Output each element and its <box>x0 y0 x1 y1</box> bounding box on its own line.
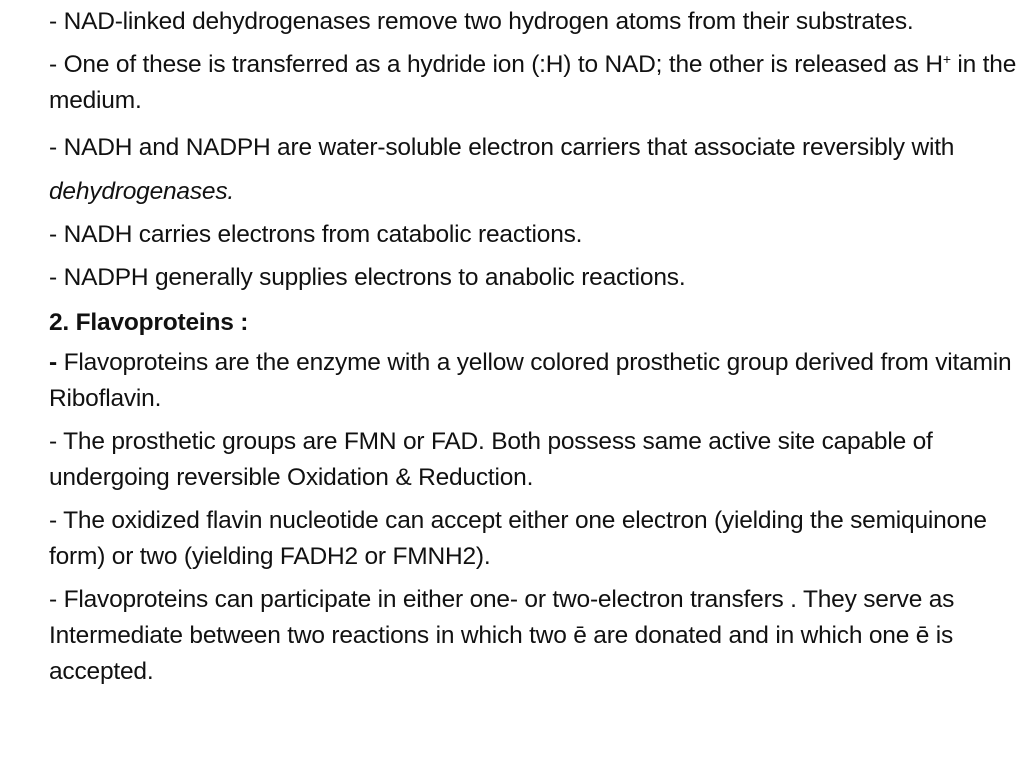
bullet-text-end: in the medium. <box>49 51 1017 114</box>
dash-marker: - <box>49 8 64 35</box>
dash-marker: - <box>49 51 64 78</box>
bullet-nad-linked <box>49 4 1017 40</box>
bullet-text: Flavoproteins are the enzyme with a yellow colored prosthetic group derived from vitamin Riboflavin. <box>49 349 1012 412</box>
bullet-text: The prosthetic groups are FMN or FAD. Both possess same active site capable of undergoing reversible Oxidation & Reduction. <box>49 428 933 491</box>
superscript-plus: + <box>942 51 951 67</box>
bullet-electron-transfers <box>49 582 1017 690</box>
bullet-electron-carriers <box>49 126 1017 214</box>
bullet-flavo-definition <box>49 345 1017 417</box>
dash-marker: - <box>49 221 64 248</box>
section-heading-flavoproteins: 2. Flavoproteins : <box>49 309 249 336</box>
bullet-text: NADH and NADPH are water-soluble electron carriers that associate reversibly with <box>63 134 955 161</box>
bullet-text: NAD-linked dehydrogenases remove two hydrogen atoms from their substrates. <box>63 8 914 35</box>
bullet-nadh-catabolic <box>49 217 1017 253</box>
bullet-prosthetic-groups <box>49 424 1017 496</box>
bullet-text: NADH carries electrons from catabolic reactions. <box>63 221 583 248</box>
bullet-text: NADPH generally supplies electrons to anabolic reactions. <box>63 264 686 291</box>
bullet-text: Flavoproteins can participate in either one- or two-electron transfers . They serve as Intermediate between two reactions in which two ē are donated and in which one ē is accepted. <box>49 586 955 685</box>
dash-marker: - <box>49 507 64 534</box>
dash-marker: - <box>49 264 64 291</box>
bullet-nadph-anabolic <box>49 260 1017 296</box>
dash-marker: - <box>49 428 64 455</box>
bullet-oxidized-flavin <box>49 503 1017 575</box>
dash-marker: - <box>49 586 64 613</box>
dash-marker: - <box>49 349 64 376</box>
italic-term: dehydrogenases. <box>49 178 234 205</box>
bullet-text: One of these is transferred as a hydride ion (:H) to NAD; the other is released as H <box>63 51 943 78</box>
dash-marker: - <box>49 134 64 161</box>
bullet-text: The oxidized flavin nucleotide can accept either one electron (yielding the semiquinone form) or two (yielding FADH2 or FMNH2). <box>49 507 987 570</box>
slide-content <box>49 4 1017 697</box>
bullet-hydride-ion <box>49 47 1017 119</box>
